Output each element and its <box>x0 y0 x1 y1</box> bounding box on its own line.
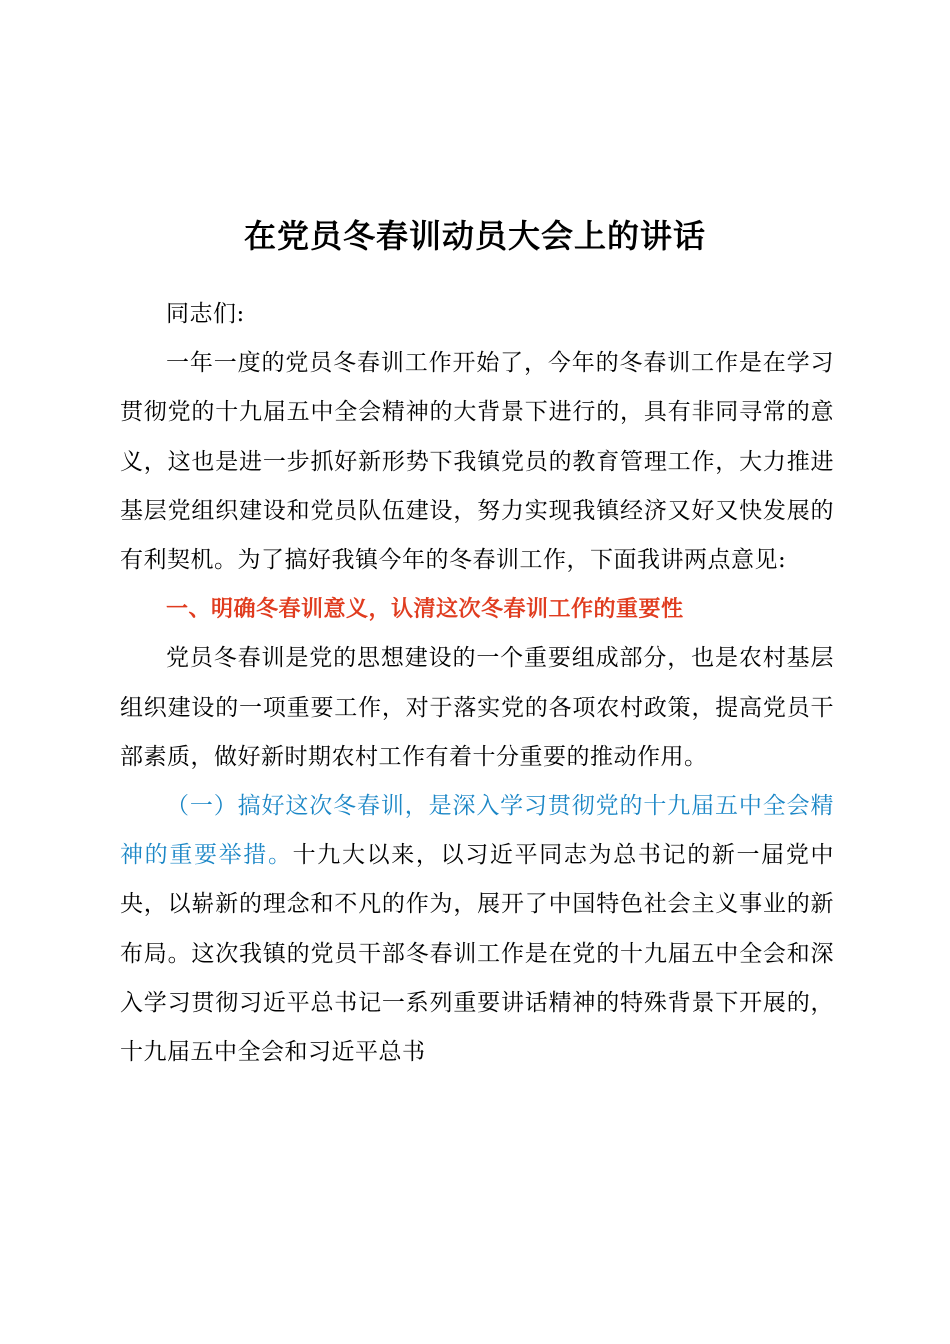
subsection-1-paragraph <box>120 782 834 1077</box>
salutation: 同志们: <box>166 301 245 327</box>
section-1-heading: 一、明确冬春训意义，认清这次冬春训工作的重要性 <box>166 597 684 623</box>
subsection-1-text: 十九大以来，以习近平同志为总书记的新一届党中央，以崭新的理念和不凡的作为，展开了中国特色社会主义事业的新布局。这次我镇的党员干部冬春训工作是在党的十九届五中全会和深入学习贯彻习近平总书记一系列重要讲话精神的特殊背景下开展的，十九届五中全会和习近平总书 <box>120 842 835 1066</box>
document-title: 在党员冬春训动员大会上的讲话 <box>243 217 706 255</box>
subsection-1-heading: （一）搞好这次冬春训，是深入学习贯彻党的十九届五中全会精神的重要举措。 <box>120 793 834 869</box>
document-body <box>120 290 834 1077</box>
intro-paragraph: 一年一度的党员冬春训工作开始了，今年的冬春训工作是在学习贯彻党的十九届五中全会精神的大背景下进行的，具有非同寻常的意义，这也是进一步抓好新形势下我镇党员的教育管理工作，大力推进基层党组织建设和党员队伍建设，努力实现我镇经济又好又快发展的有利契机。为了搞好我镇今年的冬春训工作，下面我讲两点意见: <box>120 350 834 574</box>
section-1-heading-line <box>120 585 834 634</box>
section-1-paragraph: 党员冬春训是党的思想建设的一个重要组成部分，也是农村基层组织建设的一项重要工作，对于落实党的各项农村政策，提高党员干部素质，做好新时期农村工作有着十分重要的推动作用。 <box>120 645 834 770</box>
